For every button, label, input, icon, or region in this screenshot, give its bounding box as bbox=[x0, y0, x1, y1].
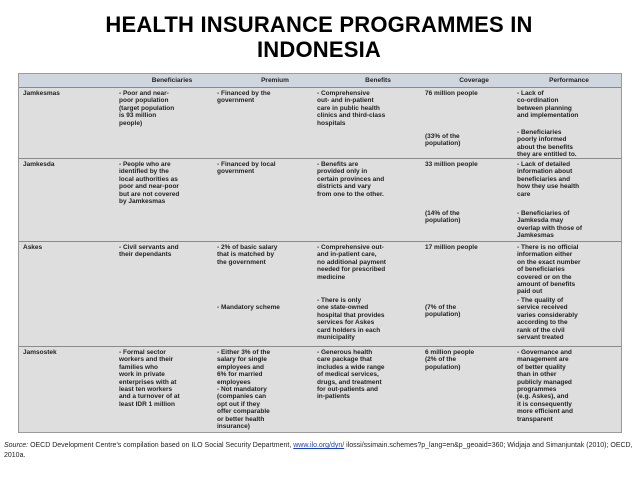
table-header-row bbox=[19, 74, 621, 88]
table-row-jamsostek bbox=[19, 347, 621, 433]
coverage-cell: 17 million people bbox=[425, 244, 478, 251]
title-line-2: INDONESIA bbox=[256, 37, 382, 62]
source-link[interactable]: www.ilo.org/dyn/ bbox=[293, 442, 345, 449]
benefits-cell-2: - There is only one state-owned hospital that provides services for Askes card holders in each municipality bbox=[317, 297, 385, 342]
header-beneficiaries: Beneficiaries bbox=[151, 77, 193, 84]
benefits-cell: - Benefits are provided only in certain provinces and districts and vary from one to the other. bbox=[317, 161, 385, 198]
performance-cell: - There is no official information either on the exact number of beneficiaries covered or on the amount of benefits paid out bbox=[517, 244, 581, 296]
benefits-cell: - Generous health care package that includes a wide range of medical services, drugs, and treatment for out-patients and in-patients bbox=[317, 349, 385, 401]
header-coverage: Coverage bbox=[459, 77, 489, 84]
program-name: Askes bbox=[23, 244, 43, 251]
performance-cell: - Governance and management are of better quality than in other publicly managed programmes (e.g. Askes), and it is consequently more efficient and transparent bbox=[517, 349, 573, 423]
beneficiaries-cell: - Poor and near- poor population (target population is 93 million people) bbox=[119, 90, 175, 127]
table-row-jamkesda bbox=[19, 159, 621, 242]
source-text: OECD Development Centre's compilation based on ILO Social Security Department, bbox=[28, 442, 294, 449]
coverage-percent-cell: (7% of the population) bbox=[425, 304, 461, 319]
beneficiaries-cell: - People who are identified by the local authorities as poor and near-poor but are not covered by Jamkesmas bbox=[119, 161, 180, 206]
program-name: Jamkesda bbox=[23, 161, 55, 168]
program-name: Jamsostek bbox=[23, 349, 57, 356]
coverage-percent-cell: (14% of the population) bbox=[425, 210, 461, 225]
source-note bbox=[4, 441, 636, 461]
benefits-cell: - Comprehensive out- and in-patient care in public health clinics and third-class hospitals bbox=[317, 90, 386, 127]
insurance-table bbox=[18, 73, 622, 433]
source-label: Source: bbox=[4, 442, 29, 449]
beneficiaries-cell: - Civil servants and their dependants bbox=[119, 244, 179, 259]
performance-cell-2: - Beneficiaries of Jamkesda may overlap with those of Jamkesmas bbox=[517, 210, 583, 240]
benefits-cell: - Comprehensive out- and in-patient care, no additional payment needed for prescribed medicine bbox=[317, 244, 386, 281]
table-row-askes bbox=[19, 242, 621, 347]
header-performance: Performance bbox=[549, 77, 589, 84]
coverage-cell: 6 million people (2% of the population) bbox=[425, 349, 475, 371]
source-text-2: ilossi/ssimain.schemes?p_lang=en&p_geoaid=360; Widjaja and Simanjuntak (2010); OECD, 2010a. bbox=[4, 442, 633, 459]
premium-cell-2: - Mandatory scheme bbox=[217, 304, 280, 311]
premium-cell: - 2% of basic salary that is matched by the government bbox=[217, 244, 278, 266]
coverage-cell: 76 million people bbox=[425, 90, 478, 97]
premium-cell: - Financed by local government bbox=[217, 161, 276, 176]
table-row-jamkesmas bbox=[19, 88, 621, 159]
premium-cell: - Either 3% of the salary for single employees and 6% for married employees - Not mandatory (companies can opt out if they offer comparable or better health insurance) bbox=[217, 349, 271, 431]
coverage-percent-cell: (33% of the population) bbox=[425, 133, 461, 148]
header-premium: Premium bbox=[261, 77, 289, 84]
performance-cell: - Lack of detailed information about beneficiaries and how they use health care bbox=[517, 161, 580, 198]
premium-cell: - Financed by the government bbox=[217, 90, 271, 105]
title-line-1: HEALTH INSURANCE PROGRAMMES IN bbox=[105, 12, 533, 37]
beneficiaries-cell: - Formal sector workers and their families who work in private enterprises with at least ten workers and a turnover of at least IDR 1 million bbox=[119, 349, 180, 408]
performance-cell: - Lack of co-ordination between planning and implementation bbox=[517, 90, 579, 120]
performance-cell-2: - Beneficiaries poorly informed about the benefits they are entitled to. bbox=[517, 129, 577, 159]
coverage-cell: 33 million people bbox=[425, 161, 478, 168]
performance-cell-2: - The quality of service received varies considerably according to the rank of the civil servant treated bbox=[517, 297, 578, 342]
program-name: Jamkesmas bbox=[23, 90, 60, 97]
page-title bbox=[0, 12, 638, 62]
header-benefits: Benefits bbox=[365, 77, 391, 84]
